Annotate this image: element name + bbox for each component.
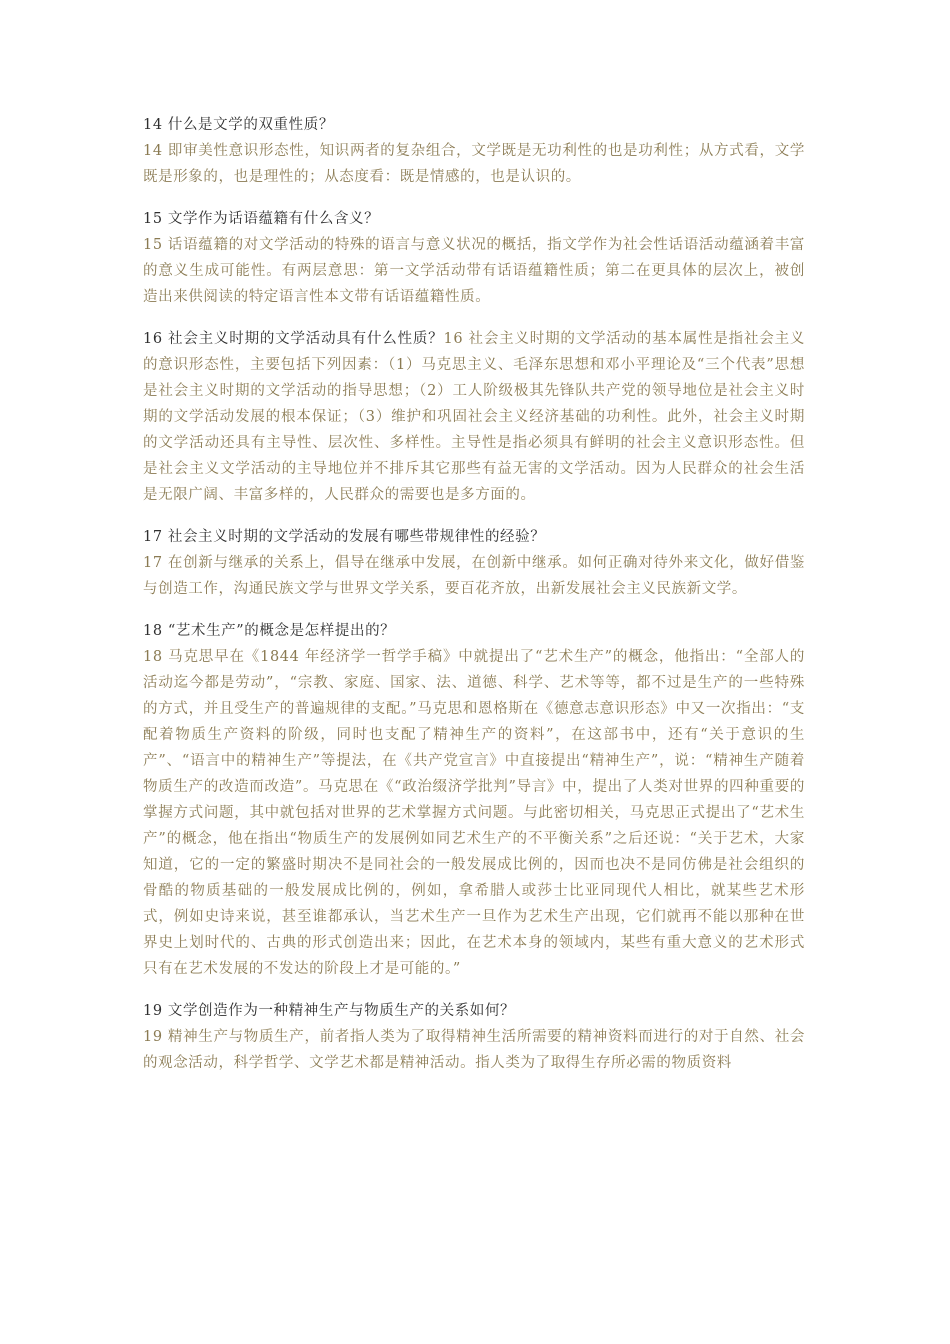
qa-item-18 — [143, 618, 805, 982]
qa-item-15 — [143, 206, 805, 310]
document-page — [143, 112, 805, 1092]
answer-18: 18 马克思早在《1844 年经济学一哲学手稿》中就提出了“艺术生产”的概念，他指出：“全部人的活动迄今都是劳动”，“宗教、家庭、国家、法、道德、科学、艺术等等，都不过是生产的一些特殊的方式，并且受生产的普遍规律的支配。”马克思和恩格斯在《德意志意识形态》中又一次指出：“支配着物质生产资料的阶级，同时也支配了精神生产的资料”，在这部书中，还有“关于意识的生产”、“语言中的精神生产”等提法，在《共产党宣言》中直接提出“精神生产”，说：“精神生产随着物质生产的改造而改造”。马克思在《“政治缀济学批判”导言》中，提出了人类对世界的四种重要的掌握方式问题，其中就包括对世界的艺术掌握方式问题。与此密切相关，马克思正式提出了“艺术生产”的概念，他在指出“物质生产的发展例如同艺术生产的不平衡关系”之后还说：“关于艺术，大家知道，它的一定的繁盛时期决不是同社会的一般发展成比例的，因而也决不是同仿佛是社会组织的骨酷的物质基础的一般发展成比例的，例如，拿希腊人或莎士比亚同现代人相比，就某些艺术形式，例如史诗来说，甚至谁都承认，当艺术生产一旦作为艺术生产出现，它们就再不能以那种在世界史上划时代的、古典的形式创造出来；因此，在艺术本身的领域内，某些有重大意义的艺术形式只有在艺术发展的不发达的阶段上才是可能的。” — [143, 649, 805, 977]
answer-16: 16 社会主义时期的文学活动的基本属性是指社会主义的意识形态性，主要包括下列因素：（1）马克思主义、毛泽东思想和邓小平理论及“三个代表”思想是社会主义时期的文学活动的指导思想；（2）工人阶级极其先锋队共产党的领导地位是社会主义时期的文学活动发展的根本保证；（3）维护和巩固社会主义经济基础的功利性。此外，社会主义时期的文学活动还具有主导性、层次性、多样性。主导性是指必须具有鲜明的社会主义意识形态性。但是社会主义文学活动的主导地位并不排斥其它那些有益无害的文学活动。因为人民群众的社会生活是无限广阔、丰富多样的，人民群众的需要也是多方面的。 — [143, 331, 805, 503]
answer-15: 15 话语蕴籍的对文学活动的特殊的语言与意义状况的概括，指文学作为社会性话语活动蕴涵着丰富的意义生成可能性。有两层意思：第一文学活动带有话语蕴籍性质；第二在更具体的层次上，被创造出来供阅读的特定语言性本文带有话语蕴籍性质。 — [143, 237, 805, 305]
question-19: 19 文学创造作为一种精神生产与物质生产的关系如何？ — [143, 1003, 516, 1019]
qa-item-16 — [143, 326, 805, 508]
qa-item-17 — [143, 524, 805, 602]
answer-19: 19 精神生产与物质生产，前者指人类为了取得精神生活所需要的精神资料而进行的对于自然、社会的观念活动，科学哲学、文学艺术都是精神活动。指人类为了取得生存所必需的物质资料 — [143, 1029, 805, 1071]
question-16: 16 社会主义时期的文学活动具有什么性质？ — [143, 331, 444, 347]
question-17: 17 社会主义时期的文学活动的发展有哪些带规律性的经验？ — [143, 529, 546, 545]
question-15: 15 文学作为话语蕴籍有什么含义？ — [143, 211, 380, 227]
qa-item-14 — [143, 112, 805, 190]
question-18: 18 “艺术生产”的概念是怎样提出的？ — [143, 623, 396, 639]
answer-17: 17 在创新与继承的关系上，倡导在继承中发展，在创新中继承。如何正确对待外来文化，做好借鉴与创造工作，沟通民族文学与世界文学关系，要百花齐放，出新发展社会主义民族新文学。 — [143, 555, 805, 597]
question-14: 14 什么是文学的双重性质？ — [143, 117, 334, 133]
paragraph-16 — [143, 326, 805, 508]
qa-item-19 — [143, 998, 805, 1076]
answer-14: 14 即审美性意识形态性，知识两者的复杂组合，文学既是无功利性的也是功利性；从方式看，文学既是形象的，也是理性的；从态度看：既是情感的，也是认识的。 — [143, 143, 805, 185]
